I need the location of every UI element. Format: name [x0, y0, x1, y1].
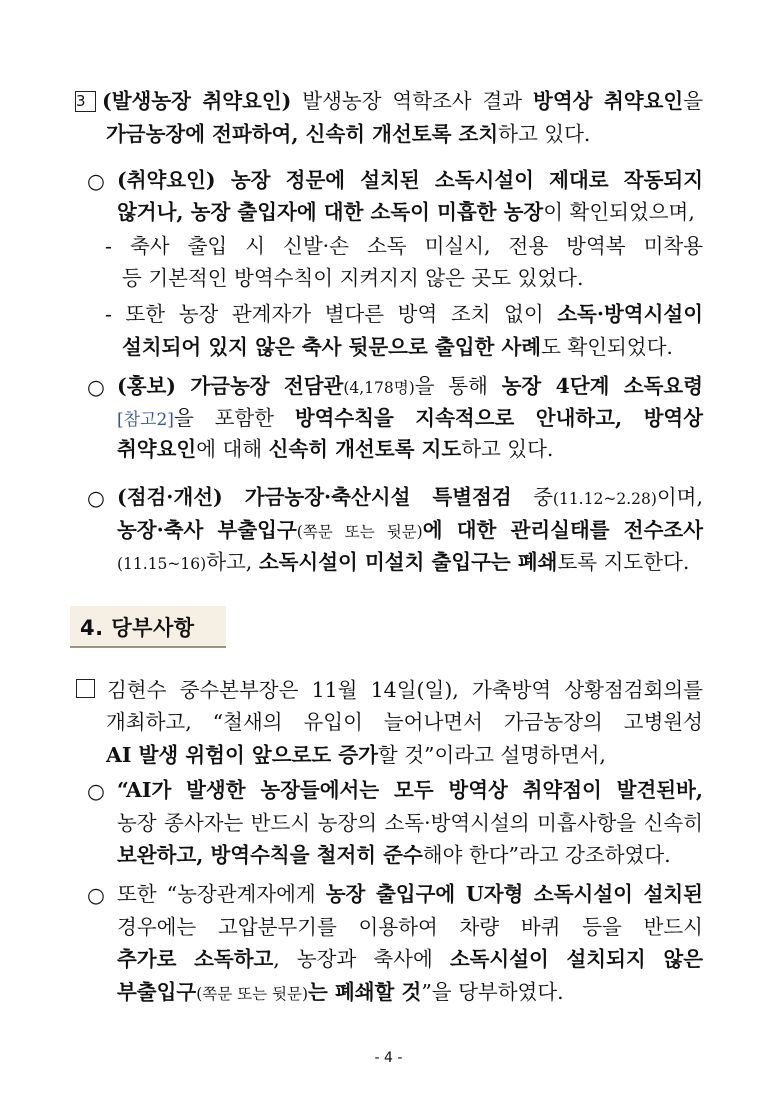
bullet-symbol: ○	[87, 779, 105, 803]
section-title: 4. 당부사항	[80, 616, 195, 640]
bullet2-line2: [참고2]을 포함한 방역수칙을 지속적으로 안내하고, 방역상	[117, 406, 703, 430]
bullet5-line2: 경우에는 고압분무기를 이용하여 차량 바퀴 등을 반드시	[117, 915, 703, 939]
item4-line2: 개최하고, “철새의 유입이 늘어나면서 가금농장의 고병원성	[106, 710, 703, 734]
item-number-box: 3	[75, 91, 96, 112]
bullet5-line1: 또한 “농장관계자에게 농장 출입구에 U자형 소독시설이 설치된	[117, 882, 703, 906]
bullet1-dash1-line1: - 축사 출입 시 신발·손 소독 미실시, 전용 방역복 미착용	[105, 234, 703, 258]
bullet2-line3: 취약요인에 대해 신속히 개선토록 지도하고 있다.	[117, 437, 554, 461]
page-number: - 4 -	[374, 1050, 403, 1066]
bullet2-line1: (홍보) 가금농장 전담관(4,178명)을 통해 농장 4단계 소독요령	[117, 374, 703, 398]
bullet1-dash2-line2: 설치되어 있지 않은 축사 뒷문으로 출입한 사례도 확인되었다.	[122, 335, 673, 359]
item4-line3: AI 발생 위험이 앞으로도 증가할 것”이라고 설명하면서,	[106, 743, 606, 767]
bullet1-line2: 않거나, 농장 출입자에 대한 소독이 미흡한 농장이 확인되었으며,	[117, 200, 695, 224]
bullet5-line4: 부출입구(쪽문 또는 뒷문)는 폐쇄할 것”을 당부하였다.	[117, 980, 564, 1004]
bullet3-line2: 농장·축사 부출입구(쪽문 또는 뒷문)에 대한 관리실태를 전수조사	[117, 518, 704, 542]
bullet-symbol: ○	[87, 486, 105, 510]
reference-link[interactable]: [참고2]	[117, 410, 174, 430]
item3-line2: 가금농장에 전파하여, 신속히 개선토록 조치하고 있다.	[106, 122, 591, 146]
item4-line1: 김현수 중수본부장은 11월 14일(일), 가축방역 상황점검회의를	[76, 677, 703, 703]
bullet1-dash2-line1: - 또한 농장 관계자가 별다른 방역 조치 없이 소독·방역시설이	[105, 302, 703, 326]
bullet1-line1: (취약요인) 농장 정문에 설치된 소독시설이 제대로 작동되지	[117, 168, 703, 192]
bullet4-line3: 보완하고, 방역수칙을 철저히 준수해야 한다”라고 강조하였다.	[117, 843, 671, 867]
item3-line1: 3 (발생농장 취약요인) 발생농장 역학조사 결과 방역상 취약요인을	[76, 89, 703, 113]
bullet-symbol: ○	[87, 169, 105, 193]
bullet-symbol: ○	[87, 375, 105, 399]
section-heading	[70, 606, 226, 648]
square-bullet-icon	[76, 679, 95, 698]
bullet-symbol: ○	[87, 883, 105, 907]
bullet4-line1: “AI가 발생한 농장들에서는 모두 방역상 취약점이 발견된바,	[117, 778, 703, 802]
bullet3-line3: (11.15~16)하고, 소독시설이 미설치 출입구는 폐쇄토록 지도한다.	[117, 550, 690, 574]
bullet5-line3: 추가로 소독하고, 농장과 축사에 소독시설이 설치되지 않은	[117, 947, 703, 971]
bullet3-line1: (점검·개선) 가금농장·축산시설 특별점검 중(11.12~2.28)이며,	[117, 485, 703, 509]
bullet1-dash1-line2: 등 기본적인 방역수칙이 지켜지지 않은 곳도 있었다.	[122, 266, 584, 290]
bullet4-line2: 농장 종사자는 반드시 농장의 소독·방역시설의 미흡사항을 신속히	[117, 811, 703, 835]
